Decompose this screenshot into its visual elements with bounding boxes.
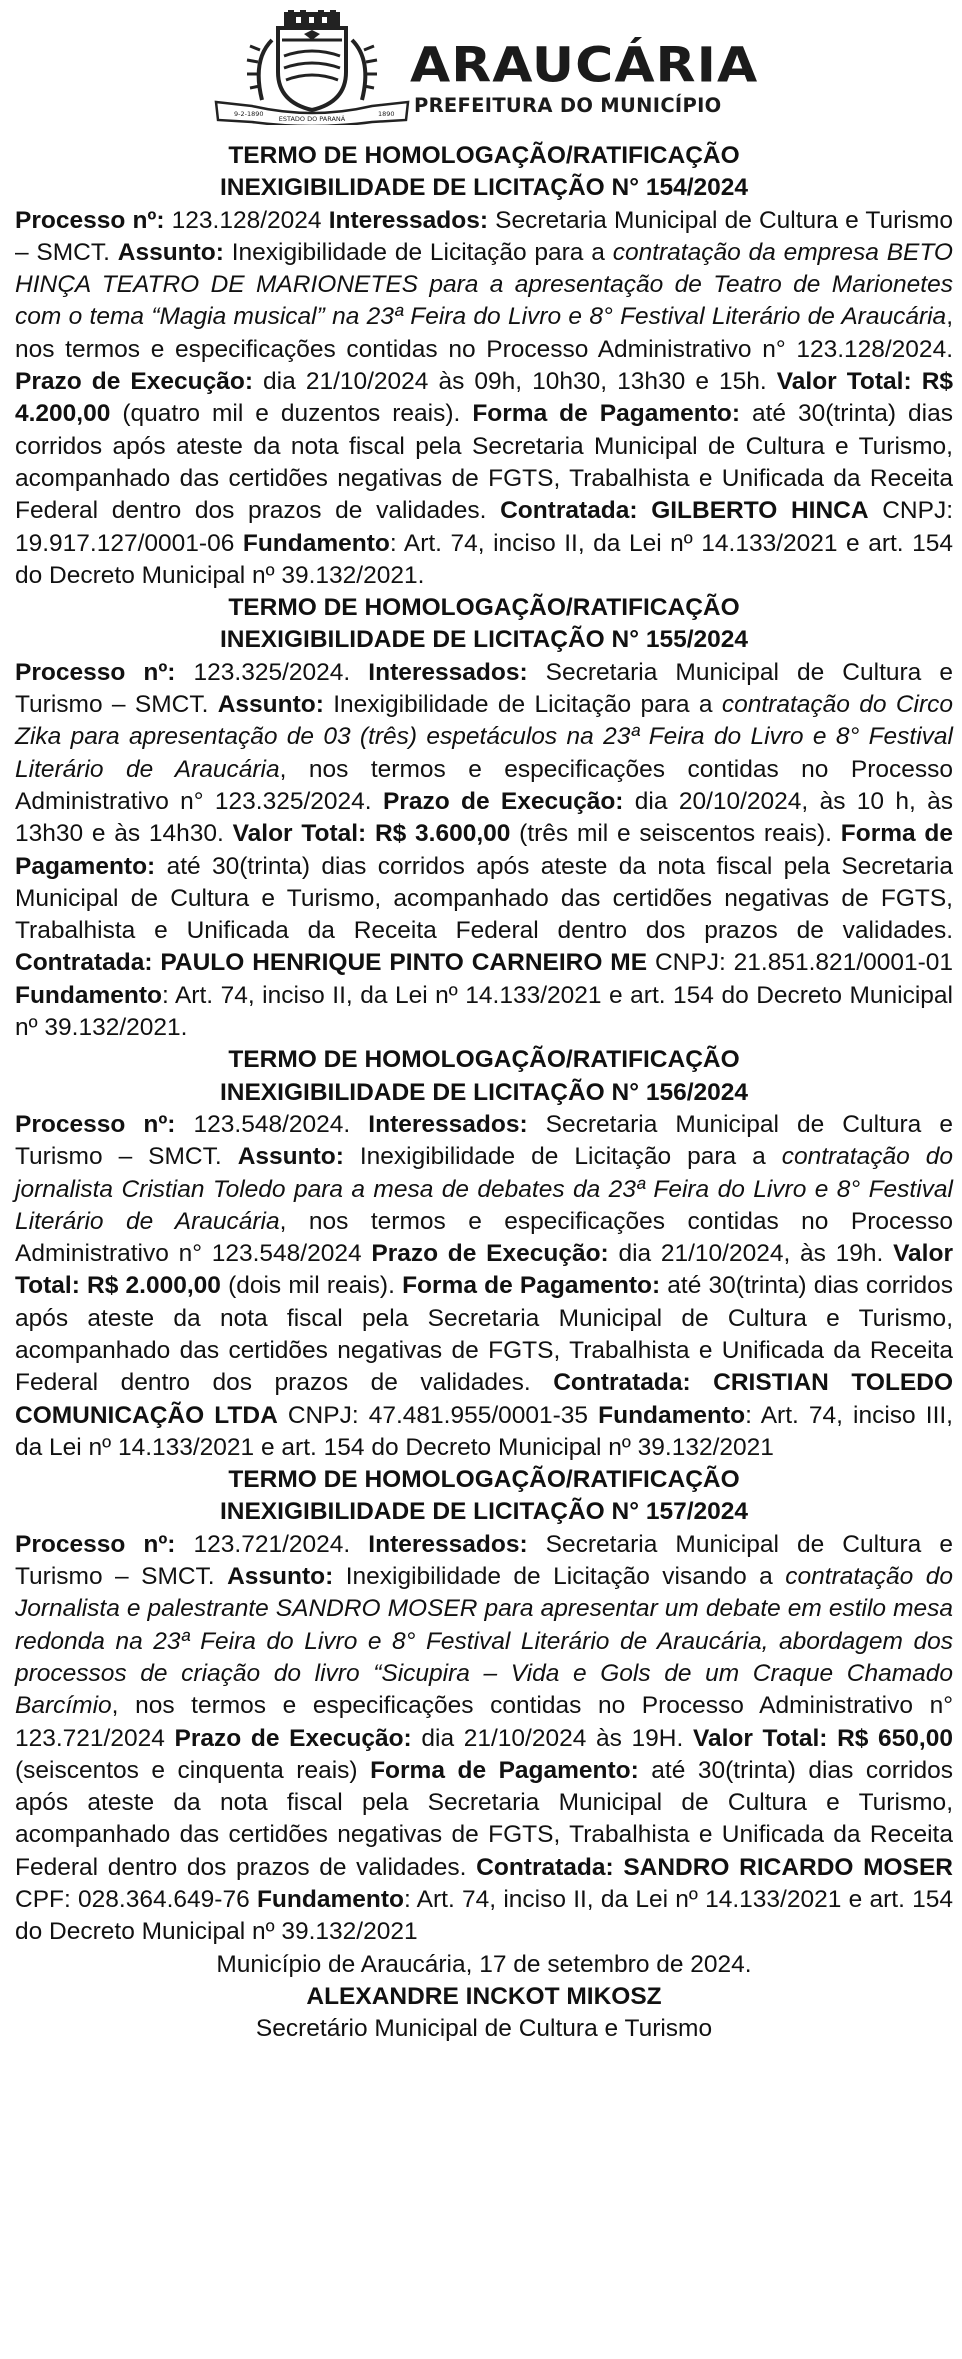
date-line: Município de Araucária, 17 de setembro de 2024. — [216, 1950, 752, 1978]
contratada-label: Contratada: GILBERTO HINCA — [500, 497, 869, 525]
brand-block — [410, 40, 758, 117]
processo-label: Processo nº: — [15, 1110, 176, 1138]
term-paragraph — [15, 205, 953, 593]
forma-value: até 30(trinta) dias corridos após ateste da nota fiscal pela Secretaria Municipal de Cultura e Turismo, acompanhado das certidões negativas de FGTS, Trabalhista e Unificada da Receita Federal dentro dos prazos de validades. — [15, 852, 953, 945]
assunto-end: , nos termos e especificações contidas no Processo Administrativo n° 123.721/2024 — [15, 1692, 953, 1752]
term-paragraph — [15, 1529, 953, 1949]
brand-subtitle: PREFEITURA DO MUNICÍPIO — [414, 94, 722, 117]
signer-role: Secretário Municipal de Cultura e Turismo — [255, 2015, 713, 2043]
valor-value: (seiscentos e cinquenta reais) — [15, 1756, 371, 1784]
term-title-line-1: TERMO DE HOMOLOGAÇÃO/RATIFICAÇÃO — [228, 1046, 740, 1074]
processo-label: Processo nº: — [15, 206, 165, 234]
forma-label: Forma de Pagamento: — [472, 400, 740, 428]
assunto-value: Inexigibilidade de Licitação para a — [223, 238, 613, 266]
term-paragraph — [15, 1109, 953, 1464]
fundamento-label: Fundamento — [15, 981, 162, 1009]
processo-value: 123.548/2024. — [175, 1110, 369, 1138]
assunto-italic: contratação do jornalista Cristian Toledo para a mesa de debates da 23ª Feira do Livro e 8° Festival Literário de Araucária — [15, 1143, 953, 1235]
term-title-line-1: TERMO DE HOMOLOGAÇÃO/RATIFICAÇÃO — [228, 142, 740, 169]
prazo-label: Prazo de Execução: — [174, 1724, 412, 1752]
fundamento-value: : Art. 74, inciso III, da Lei nº 14.133/2021 e art. 154 do Decreto Municipal nº 39.132/2021 — [15, 1401, 953, 1461]
processo-value: 123.128/2024 — [164, 206, 329, 234]
prazo-label: Prazo de Execução: — [382, 787, 624, 815]
contratada-value: CNPJ: 47.481.955/0001-35 — [277, 1401, 599, 1429]
valor-value: (quatro mil e duzentos reais). — [110, 400, 473, 428]
fundamento-label: Fundamento — [242, 529, 390, 557]
valor-value: (dois mil reais). — [220, 1272, 403, 1300]
contratada-value: CNPJ: 21.851.821/0001-01 — [647, 949, 953, 977]
contratada-label: Contratada: PAULO HENRIQUE PINTO CARNEIRO ME — [15, 949, 648, 977]
coat-of-arms-icon — [212, 10, 412, 125]
prazo-label: Prazo de Execução: — [371, 1240, 609, 1268]
assunto-value: Inexigibilidade de Licitação para a — [323, 691, 722, 719]
assunto-end: , nos termos e especificações contidas no Processo Administrativo n° 123.325/2024. — [15, 755, 953, 815]
interessados-label: Interessados: — [368, 1530, 528, 1558]
contratada-label: Contratada: CRISTIAN TOLEDO COMUNICAÇÃO LTDA — [15, 1369, 954, 1429]
prazo-value: dia 21/10/2024, às 19h. — [608, 1240, 894, 1268]
valor-label: Valor Total: R$ 2.000,00 — [15, 1240, 953, 1300]
assunto-label: Assunto: — [227, 1563, 334, 1591]
assunto-end: , nos termos e especificações contidas no Processo Administrativo n° 123.548/2024 — [15, 1207, 953, 1268]
assunto-end: , nos termos e especificações contidas no Processo Administrativo n° 123.128/2024. — [15, 303, 953, 363]
document-body — [15, 140, 953, 2046]
fundamento-label: Fundamento — [256, 1886, 404, 1914]
valor-label: Valor Total: R$ 3.600,00 — [232, 820, 511, 848]
page-header — [0, 0, 962, 135]
brand-name: ARAUCÁRIA — [410, 38, 759, 94]
interessados-label: Interessados: — [328, 206, 488, 234]
crest-ribbon-center: ESTADO DO PARANÁ — [278, 115, 346, 123]
contratada-value: CNPJ: 19.917.127/0001-06 — [15, 497, 953, 557]
prazo-label: Prazo de Execução: — [15, 368, 253, 396]
interessados-value: Secretaria Municipal de Cultura e Turismo – SMCT. — [15, 1110, 953, 1171]
processo-label: Processo nº: — [15, 658, 176, 686]
forma-value: até 30(trinta) dias corridos após ateste da nota fiscal pela Secretaria Municipal de Cultura e Turismo, acompanhado das certidões negativas de FGTS, Trabalhista e Unificada da Receita Federal dentro dos prazos de validades. — [15, 1756, 954, 1881]
interessados-value: Secretaria Municipal de Cultura e Turismo – SMCT. — [15, 206, 953, 266]
processo-value: 123.721/2024. — [175, 1530, 369, 1558]
assunto-value: Inexigibilidade de Licitação para a — [343, 1143, 782, 1171]
forma-value: até 30(trinta) dias corridos após ateste da nota fiscal pela Secretaria Municipal de Cultura e Turismo, acompanhado das certidões negativas de FGTS, Trabalhista e Unificada da Receita Federal dentro dos prazos de validades. — [15, 1272, 953, 1397]
assunto-italic: contratação do Circo Zika para apresentação de 03 (três) espetáculos na 23ª Feira do Livro e 8° Festival Literário de Araucária — [15, 691, 953, 783]
fundamento-value: : Art. 74, inciso II, da Lei nº 14.133/2021 e art. 154 do Decreto Municipal nº 39.132/2021. — [15, 981, 953, 1042]
forma-label: Forma de Pagamento: — [370, 1756, 639, 1784]
prazo-value: dia 21/10/2024 às 09h, 10h30, 13h30 e 15h. — [253, 368, 777, 396]
assunto-label: Assunto: — [237, 1143, 344, 1171]
assunto-label: Assunto: — [117, 238, 224, 266]
fundamento-label: Fundamento — [598, 1401, 746, 1429]
prazo-value: dia 20/10/2024, às 10 h, às 13h30 e às 14h30. — [15, 787, 953, 848]
prazo-value: dia 21/10/2024 às 19H. — [411, 1724, 693, 1752]
contratada-label: Contratada: SANDRO RICARDO MOSER — [476, 1853, 953, 1881]
forma-label: Forma de Pagamento: — [402, 1272, 661, 1300]
assunto-italic: contratação da empresa BETO HINÇA TEATRO DE MARIONETES para a apresentação de Teatro de Marionetes com o tema “Magia musical” na 23ª Feira do Livro e 8° Festival Literário de Araucária — [15, 238, 953, 331]
assunto-value: Inexigibilidade de Licitação visando a — [333, 1563, 786, 1591]
term-title-line-2: INEXIGIBILIDADE DE LICITAÇÃO N° 156/2024 — [219, 1078, 749, 1106]
interessados-value: Secretaria Municipal de Cultura e Turismo – SMCT. — [15, 658, 953, 719]
interessados-label: Interessados: — [368, 1110, 528, 1138]
valor-label: Valor Total: R$ 650,00 — [692, 1724, 953, 1752]
crest-ribbon-left: 9-2-1890 — [234, 110, 264, 118]
valor-value: (três mil e seiscentos reais). — [510, 820, 841, 848]
term-paragraph — [15, 657, 953, 1045]
interessados-value: Secretaria Municipal de Cultura e Turismo – SMCT. — [15, 1530, 953, 1591]
forma-label: Forma de Pagamento: — [15, 820, 953, 880]
contratada-value: CPF: 028.364.649-76 — [15, 1886, 257, 1914]
fundamento-value: : Art. 74, inciso II, da Lei nº 14.133/2021 e art. 154 do Decreto Municipal nº 39.132/2021. — [15, 529, 953, 589]
valor-label: Valor Total: R$ 4.200,00 — [15, 368, 954, 428]
assunto-italic: contratação do Jornalista e palestrante SANDRO MOSER para apresentar um debate em estilo mesa redonda na 23ª Feira do Livro e 8° Festival Literário de Araucária, abordagem dos processos de criação do livro “Sicupira – Vida e Gols de um Craque Chamado Barcímio — [15, 1563, 953, 1720]
term-title-line-1: TERMO DE HOMOLOGAÇÃO/RATIFICAÇÃO — [228, 1466, 740, 1494]
processo-label: Processo nº: — [15, 1530, 176, 1558]
fundamento-value: : Art. 74, inciso II, da Lei nº 14.133/2021 e art. 154 do Decreto Municipal nº 39.132/2021 — [15, 1886, 953, 1946]
term-title-line-2: INEXIGIBILIDADE DE LICITAÇÃO N° 154/2024 — [219, 174, 749, 202]
interessados-label: Interessados: — [368, 658, 528, 686]
signer-name: ALEXANDRE INCKOT MIKOSZ — [306, 1982, 662, 2010]
processo-value: 123.325/2024. — [175, 658, 369, 686]
forma-value: até 30(trinta) dias corridos após ateste da nota fiscal pela Secretaria Municipal de Cultura e Turismo, acompanhado das certidões negativas de FGTS, Trabalhista e Unificada da Receita Federal dentro dos prazos de validades. — [15, 400, 953, 525]
term-title-line-2: INEXIGIBILIDADE DE LICITAÇÃO N° 157/2024 — [219, 1498, 749, 1526]
crest-ribbon-right: 1890 — [378, 110, 395, 118]
assunto-label: Assunto: — [217, 691, 324, 719]
term-title-line-1: TERMO DE HOMOLOGAÇÃO/RATIFICAÇÃO — [228, 594, 740, 622]
term-title-line-2: INEXIGIBILIDADE DE LICITAÇÃO N° 155/2024 — [219, 626, 749, 654]
